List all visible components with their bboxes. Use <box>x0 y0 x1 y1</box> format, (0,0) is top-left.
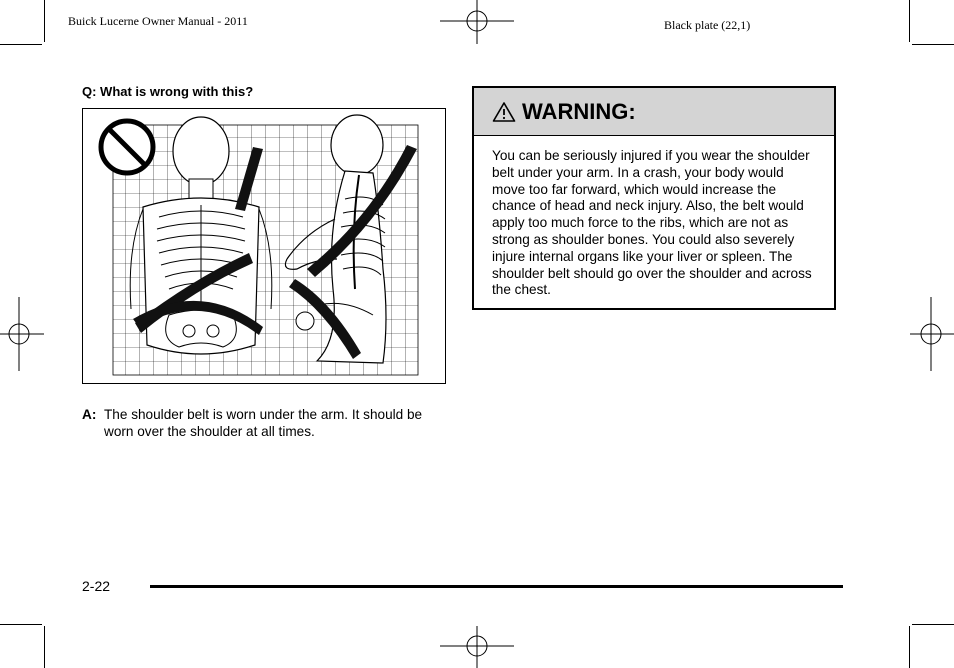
question-heading: Q: What is wrong with this? <box>82 84 254 99</box>
crop-mark-top-right-h <box>912 44 954 45</box>
registration-mark-bottom-icon <box>440 626 514 668</box>
crop-mark-bottom-left-h <box>0 624 42 625</box>
crop-mark-top-left-h <box>0 44 42 45</box>
footer-rule <box>150 585 843 588</box>
warning-body: You can be seriously injured if you wear the shoulder belt under your arm. In a crash, your body would move too far forward, which would increase the chance of head and neck injury. Also, the belt would apply too much force to the ribs, which are not as strong as shoulder bones. You could also severely injure internal organs like your liver or spleen. The shoulder belt should go over the shoulder and across the chest. <box>492 148 812 298</box>
crop-mark-bottom-right-h <box>912 624 954 625</box>
page-number: 2-22 <box>82 578 111 594</box>
warning-triangle-icon <box>492 101 516 123</box>
registration-mark-left-icon <box>0 297 44 371</box>
seatbelt-illustration <box>83 109 445 383</box>
answer-text: The shoulder belt is worn under the arm. It should be worn over the shoulder at all times. <box>104 407 423 439</box>
crop-mark-bottom-left-v <box>44 626 45 668</box>
no-symbol-icon <box>101 121 153 173</box>
plate-label: Black plate (22,1) <box>664 18 751 32</box>
warning-header <box>474 88 834 136</box>
warning-box <box>472 86 836 310</box>
crop-mark-top-left-v <box>44 0 45 42</box>
answer-paragraph <box>82 407 442 440</box>
registration-mark-top-icon <box>440 0 514 44</box>
crop-mark-bottom-right-v <box>909 626 910 668</box>
document-title: Buick Lucerne Owner Manual - 2011 <box>68 14 248 28</box>
warning-title: WARNING: <box>522 98 636 124</box>
answer-label: A: <box>82 407 97 422</box>
seatbelt-figure <box>82 108 446 384</box>
crop-mark-top-right-v <box>909 0 910 42</box>
registration-mark-right-icon <box>910 297 954 371</box>
